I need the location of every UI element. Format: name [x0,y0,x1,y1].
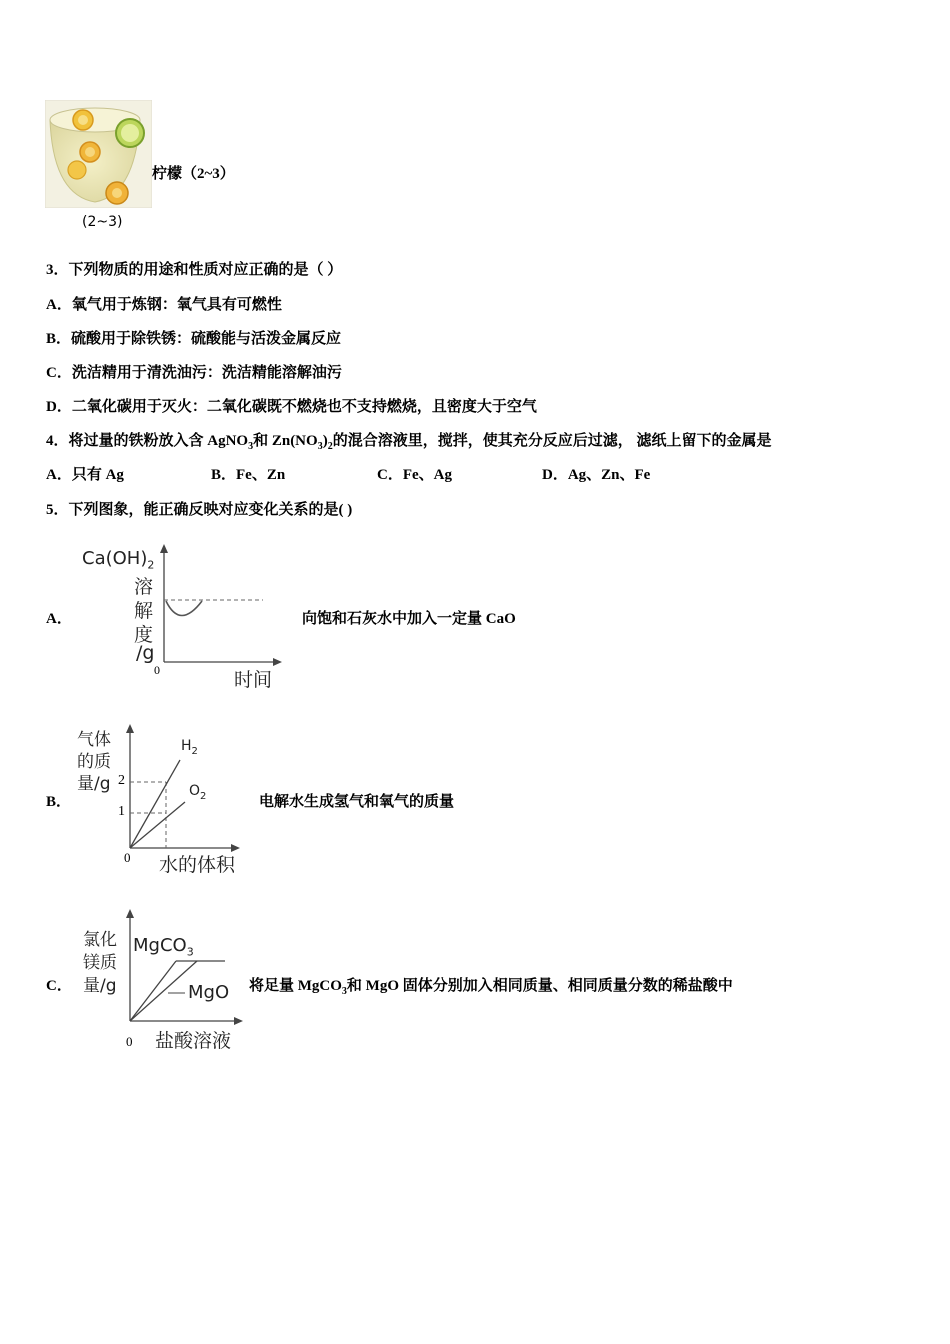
q5-choice-c-letter: C． [46,978,72,994]
q5-graph-a [75,540,290,690]
graph-c-y-line: 氯化 [83,930,117,950]
graph-b-y-arrow [126,724,134,733]
graph-b-h2-text: H [181,738,192,754]
q5-choice-a-letter: A． [46,611,72,627]
graph-a-curve [166,601,202,616]
graph-c-mgco3-text: MgCO [133,935,187,956]
q5-stem: 5．下列图象，能正确反映对应变化关系的是( ) [46,502,353,518]
lemon-label: 柠檬（2~3） [152,166,235,182]
q5-choice-b-description: 电解水生成氢气和氧气的质量 [259,794,455,810]
graph-b-origin: 0 [124,850,131,865]
graph-a-x-arrow [273,658,282,666]
q5-choice-a-description: 向饱和石灰水中加入一定量 CaO [302,611,516,627]
graph-b-o2-text: O [189,783,201,799]
graph-c-origin: 0 [126,1034,133,1049]
graph-c-mgo-line [130,961,197,1021]
graph-a-y-top-text: Ca(OH) [82,548,148,569]
q3-option-b: B．硫酸用于除铁锈：硫酸能与活泼金属反应 [46,331,342,347]
q4-stem [46,431,771,457]
graph-a-y-top-sub: 2 [147,558,155,572]
q3-option-a: A．氧气用于炼钢：氧气具有可燃性 [46,297,282,313]
graph-b-y-line: 量/g [77,774,111,794]
q5-graph-c [75,905,255,1055]
q5-choice-b-letter: B． [46,794,72,810]
graph-b-o2-label [189,783,206,802]
lemon-drink-image [45,100,152,208]
graph-b-tick: 2 [118,773,125,788]
graph-b-h2-line [130,760,180,848]
lemon-caption: (2~3) [82,214,123,230]
q3-option-d: D．二氧化碳用于灭火：二氧化碳既不燃烧也不支持燃烧，且密度大于空气 [46,399,537,415]
graph-a-x-label: 时间 [234,669,273,691]
q5-choice-c-description [249,976,733,1002]
graph-c-mgco3-label [133,935,194,959]
q5-choice-c-desc-part: 和 MgO 固体分别加入相同质量、相同质量分数的稀盐酸中 [346,978,733,994]
graph-a-y-char: /g [136,642,155,664]
graph-b-o2-line [130,802,185,848]
graph-b-y-line: 气体 [77,730,111,750]
graph-b-y-line: 的质 [77,752,111,772]
q3-option-c: C．洗洁精用于清洗油污：洗洁精能溶解油污 [46,365,342,381]
q5-choice-c-desc-sub: 3 [341,986,347,997]
graph-c-mgco3-rise [130,961,176,1021]
graph-a-y-char: 度 [134,624,154,646]
q4-option-d: D．Ag、Zn、Fe [542,467,651,483]
graph-c-mgco3-sub: 3 [186,945,194,959]
q4-stem-sub: 3 [317,441,323,452]
q4-stem-part: 的混合溶液里，搅拌，使其充分反应后过滤， 滤纸上留下的金属是 [332,433,772,449]
q5-graph-b [75,720,255,878]
graph-c-y-arrow [126,909,134,918]
q4-stem-sub: 3 [248,441,254,452]
q4-option-a: A．只有 Ag [46,467,124,483]
graph-c-mgo-label: MgO [188,982,230,1003]
q5-choice-c-desc-part: 将足量 MgCO [249,978,342,994]
q4-option-b: B．Fe、Zn [211,467,286,483]
graph-c-x-label: 盐酸溶液 [155,1030,232,1052]
graph-c-y-line: 镁质 [83,953,117,973]
graph-a-y-arrow [160,544,168,553]
q4-option-c: C．Fe、Ag [377,467,452,483]
graph-a-y-char: 溶 [134,576,154,598]
graph-a-origin: 0 [154,663,160,677]
graph-b-h2-sub: 2 [191,745,198,757]
q3-stem: 3．下列物质的用途和性质对应正确的是（ ） [46,262,343,278]
q4-stem-sub: 2 [327,441,333,452]
graph-b-x-label: 水的体积 [159,854,236,876]
q4-stem-part: ) [322,433,328,449]
graph-b-tick: 1 [118,804,125,819]
graph-a-y-char: 解 [134,600,154,622]
graph-b-h2-label [181,738,198,757]
graph-c-x-arrow [234,1017,243,1025]
q4-stem-part: 和 Zn(NO [253,433,318,449]
q4-stem-part: 4．将过量的铁粉放入含 AgNO [46,433,249,449]
graph-c-y-line: 量/g [83,976,117,996]
graph-b-o2-sub: 2 [200,790,207,802]
